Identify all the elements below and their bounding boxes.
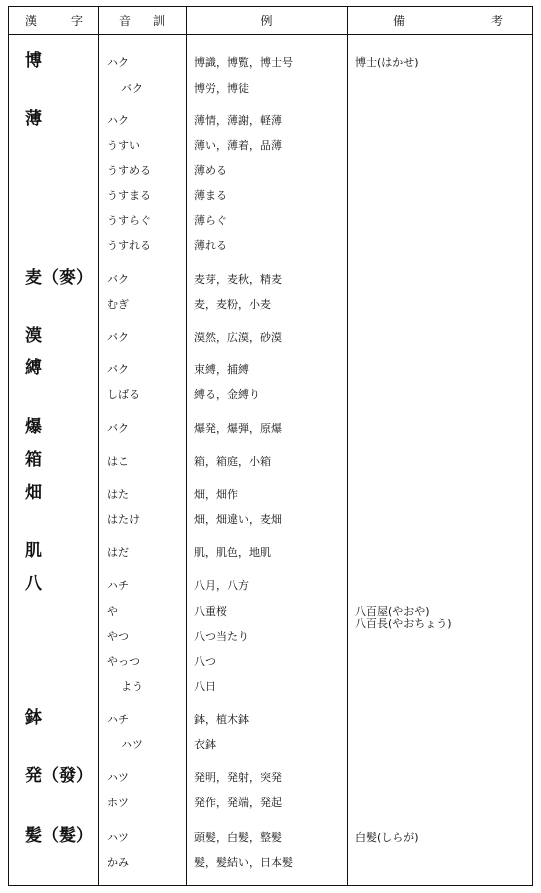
reading-text: むぎ — [107, 298, 129, 311]
column-divider — [347, 7, 348, 885]
reading-text: ハツ — [121, 738, 143, 751]
reading-text: うすめる — [107, 164, 151, 177]
example-words: 薄れる — [194, 239, 227, 252]
column-divider — [98, 7, 99, 885]
reading-text: バク — [107, 331, 129, 344]
kanji-character: 麦（麥） — [25, 268, 93, 288]
example-words: 束縛，捕縛 — [194, 363, 249, 376]
kanji-character: 髪（髮） — [25, 826, 93, 846]
note-text: 八百屋(やおや) — [355, 605, 430, 618]
example-words: 博労，博徒 — [194, 82, 249, 95]
example-words: 爆発，爆弾，原爆 — [194, 422, 282, 435]
example-words: 八つ当たり — [194, 630, 249, 643]
reading-text: バク — [107, 273, 129, 286]
reading-text: はた — [107, 488, 129, 501]
reading-text: ハチ — [107, 713, 129, 726]
reading-text: うすれる — [107, 239, 151, 252]
reading-text: うすまる — [107, 189, 151, 202]
reading-text: ホツ — [107, 796, 129, 809]
reading-text: ハツ — [107, 831, 129, 844]
example-words: 箱，箱庭，小箱 — [194, 455, 271, 468]
kanji-character: 博 — [25, 51, 42, 71]
reading-text: やつ — [107, 630, 129, 643]
note-text: 博士(はかせ) — [355, 56, 419, 69]
example-words: 麦，麦粉，小麦 — [194, 298, 271, 311]
example-words: 八月，八方 — [194, 579, 249, 592]
reading-text: しばる — [107, 388, 140, 401]
example-words: 薄い，薄着，品薄 — [194, 139, 282, 152]
kanji-character: 爆 — [25, 417, 42, 437]
example-words: 麦芽，麦秋，精麦 — [194, 273, 282, 286]
reading-text: はこ — [107, 455, 129, 468]
header-underline — [9, 34, 532, 35]
header-notes: 備 考 — [393, 14, 503, 28]
header-examples: 例 — [260, 14, 273, 28]
example-words: 髪，髪結い，日本髪 — [194, 856, 293, 869]
example-words: 八つ — [194, 655, 216, 668]
reading-text: うすらぐ — [107, 214, 151, 227]
kanji-character: 畑 — [25, 483, 42, 503]
kanji-character: 箱 — [25, 450, 42, 470]
reading-text: かみ — [107, 856, 129, 869]
reading-text: バク — [121, 82, 143, 95]
example-words: 縛る，金縛り — [194, 388, 260, 401]
example-words: 発明，発射，突発 — [194, 771, 282, 784]
reading-text: うすい — [107, 139, 140, 152]
reading-text: ハチ — [107, 579, 129, 592]
reading-text: ハク — [107, 114, 129, 127]
kanji-character: 肌 — [25, 541, 42, 561]
example-words: 頭髪，白髪，整髪 — [194, 831, 282, 844]
example-words: 八重桜 — [194, 605, 227, 618]
reading-text: や — [107, 605, 118, 618]
reading-text: やっつ — [107, 655, 140, 668]
header-onkun: 音 訓 — [119, 14, 165, 28]
reading-text: ハク — [107, 56, 129, 69]
example-words: 八日 — [194, 680, 216, 693]
example-words: 畑，畑作 — [194, 488, 238, 501]
kanji-character: 発（發） — [25, 766, 93, 786]
kanji-reading-table — [8, 6, 533, 886]
kanji-character: 八 — [25, 574, 42, 594]
reading-text: バク — [107, 422, 129, 435]
example-words: 博識，博覧，博士号 — [194, 56, 293, 69]
note-text: 白髪(しらが) — [355, 831, 419, 844]
kanji-character: 鉢 — [25, 708, 42, 728]
example-words: 鉢，植木鉢 — [194, 713, 249, 726]
reading-text: バク — [107, 363, 129, 376]
reading-text: はたけ — [107, 513, 140, 526]
example-words: 薄める — [194, 164, 227, 177]
kanji-character: 漠 — [25, 326, 42, 346]
example-words: 畑，畑違い，麦畑 — [194, 513, 282, 526]
kanji-character: 薄 — [25, 109, 42, 129]
example-words: 薄まる — [194, 189, 227, 202]
example-words: 発作，発端，発起 — [194, 796, 282, 809]
reading-text: はだ — [107, 546, 129, 559]
reading-text: ハツ — [107, 771, 129, 784]
kanji-character: 縛 — [25, 358, 42, 378]
column-divider — [186, 7, 187, 885]
example-words: 漠然，広漠，砂漠 — [194, 331, 282, 344]
reading-text: よう — [121, 680, 143, 693]
example-words: 肌，肌色，地肌 — [194, 546, 271, 559]
example-words: 薄情，薄謝，軽薄 — [194, 114, 282, 127]
example-words: 衣鉢 — [194, 738, 216, 751]
example-words: 薄らぐ — [194, 214, 227, 227]
header-kanji: 漢 字 — [25, 14, 83, 28]
note-text: 八百長(やおちょう) — [355, 617, 452, 630]
